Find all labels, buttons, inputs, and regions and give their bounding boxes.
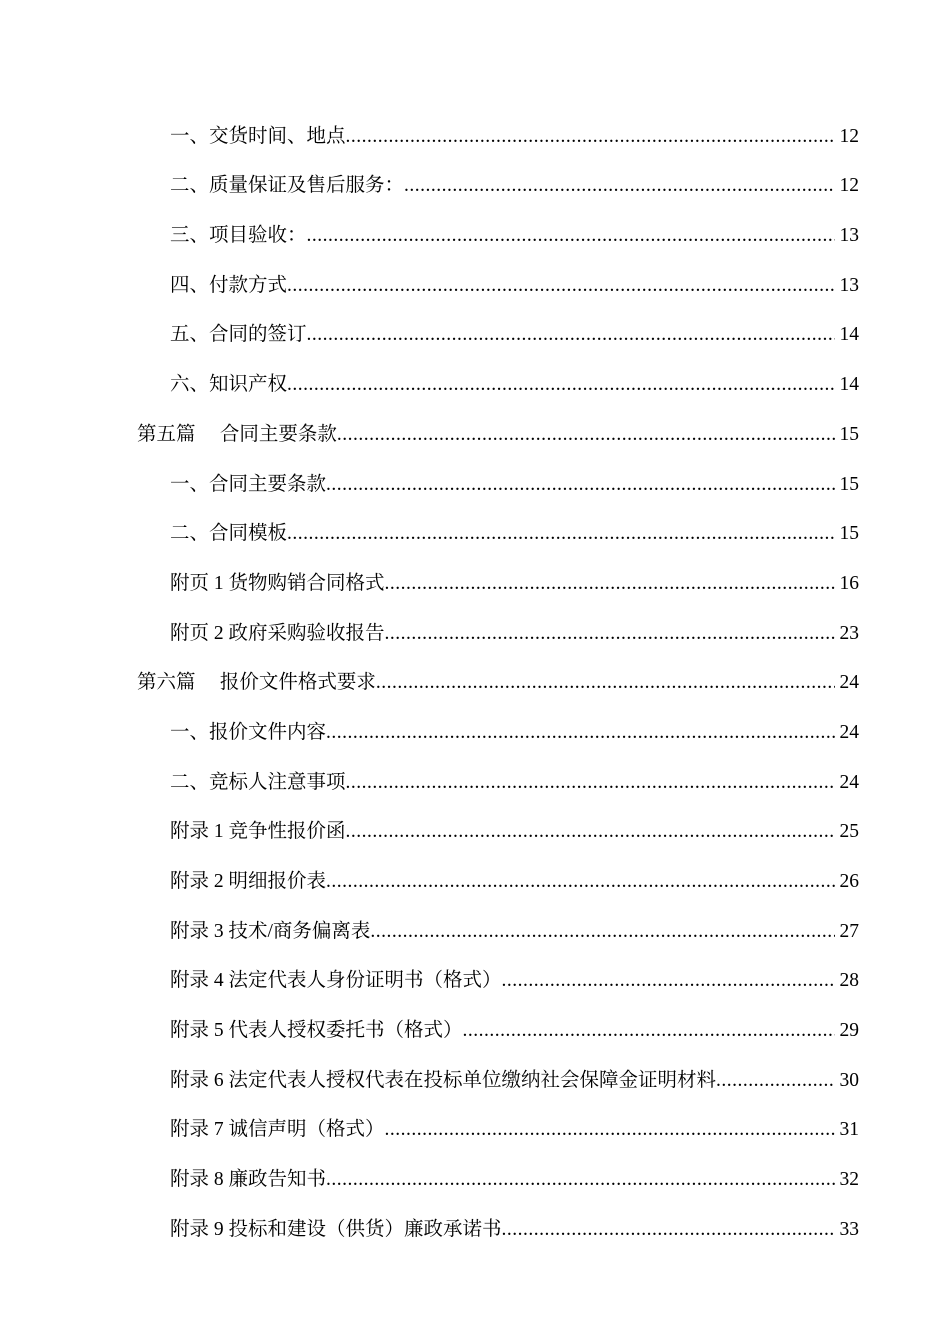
toc-dot-leader [326,721,835,751]
toc-entry[interactable] [0,751,950,801]
toc-page-number: 32 [839,1169,859,1191]
toc-entry-title: 附录 2 明细报价表 [170,871,327,892]
toc-page-number: 16 [839,572,859,594]
toc-entry-title: 第五篇 合同主要条款 [137,423,337,445]
toc-entry[interactable] [0,900,950,950]
toc-dot-leader [346,771,835,801]
toc-entry[interactable] [0,701,950,751]
toc-entry[interactable] [0,850,950,900]
toc-entry[interactable] [0,1148,950,1198]
toc-entry[interactable] [0,503,950,553]
toc-entry-title: 附页 2 政府采购验收报告 [170,622,385,644]
toc-page-number: 12 [839,175,859,197]
toc-page-number: 13 [839,274,859,296]
toc-entry[interactable] [0,552,950,602]
toc-entry[interactable] [0,1099,950,1149]
toc-entry-title: 三、项目验收： [170,225,307,247]
toc-page-number: 30 [839,1069,859,1091]
toc-page-number: 23 [839,622,859,644]
toc-dot-leader [502,969,835,999]
toc-page-number: 25 [839,821,859,843]
toc-dot-leader [463,1019,835,1049]
toc-dot-leader [346,125,835,155]
toc-entry[interactable] [0,353,950,403]
toc-section-heading[interactable] [0,652,950,702]
toc-entry[interactable] [0,204,950,254]
toc-dot-leader [346,820,835,850]
toc-dot-leader [307,323,835,353]
toc-page-number: 24 [839,672,859,694]
toc-entry-title: 一、合同主要条款 [170,473,327,495]
toc-entry[interactable] [0,602,950,652]
toc-page-number: 14 [839,324,859,346]
toc-dot-leader [287,274,835,304]
toc-page-number: 24 [839,721,859,743]
toc-entry-title: 一、报价文件内容 [170,721,327,743]
toc-entry-title: 二、竞标人注意事项 [170,771,346,793]
toc-page-number: 15 [839,473,859,495]
toc-entry-title: 六、知识产权 [170,374,288,396]
toc-entry[interactable] [0,950,950,1000]
toc-page-number: 14 [839,374,859,396]
toc-dot-leader [287,373,835,403]
toc-section-heading[interactable] [0,403,950,453]
toc-entry[interactable] [0,304,950,354]
toc-entry[interactable] [0,801,950,851]
toc-entry-title: 附录 1 竞争性报价函 [170,821,346,843]
toc-entry-title: 四、付款方式 [170,274,288,296]
toc-page-number: 15 [839,423,859,445]
toc-entry[interactable] [0,1049,950,1099]
toc-dot-leader [326,870,835,900]
toc-entry[interactable] [0,155,950,205]
toc-entry-title: 五、合同的签订 [170,324,307,346]
toc-page-number: 12 [839,125,859,147]
toc-entry-title: 附录 9 投标和建设（供货）廉政承诺书 [170,1218,502,1240]
toc-entry-title: 二、质量保证及售后服务： [170,175,405,197]
toc-entry-title: 附录 4 法定代表人身份证明书（格式） [170,970,502,992]
toc-page-number: 24 [839,771,859,793]
toc-dot-leader [716,1069,835,1099]
toc-entry-title: 附录 7 诚信声明（格式） [170,1119,385,1141]
toc-dot-leader [385,1118,835,1148]
table-of-contents [0,105,950,1248]
toc-dot-leader [326,473,835,503]
toc-page-number: 27 [839,920,859,942]
toc-dot-leader [502,1218,835,1248]
toc-page-number: 26 [839,871,859,892]
toc-page-number: 28 [839,970,859,992]
toc-entry[interactable] [0,254,950,304]
toc-page-number: 13 [839,225,859,247]
toc-entry[interactable] [0,1198,950,1248]
toc-entry-title: 一、交货时间、地点 [170,125,346,147]
toc-dot-leader [337,423,835,453]
toc-dot-leader [385,572,835,602]
toc-entry[interactable] [0,453,950,503]
toc-entry-title: 第六篇 报价文件格式要求 [137,672,376,694]
toc-entry-title: 附录 5 代表人授权委托书（格式） [170,1020,463,1042]
toc-dot-leader [385,622,835,652]
toc-entry-title: 附页 1 货物购销合同格式 [170,572,385,594]
toc-dot-leader [307,224,835,254]
toc-page-number: 29 [839,1020,859,1042]
toc-entry-title: 附录 6 法定代表人授权代表在投标单位缴纳社会保障金证明材料 [170,1069,717,1091]
toc-entry-title: 附录 3 技术/商务偏离表 [170,920,371,942]
toc-page-number: 31 [839,1119,859,1141]
toc-dot-leader [370,920,835,950]
toc-dot-leader [326,1168,835,1198]
toc-dot-leader [287,522,835,552]
toc-dot-leader [404,174,835,204]
toc-page-number: 33 [839,1218,859,1240]
toc-entry-title: 二、合同模板 [170,523,288,545]
toc-entry-title: 附录 8 廉政告知书 [170,1169,327,1191]
toc-page-number: 15 [839,523,859,545]
toc-entry[interactable] [0,105,950,155]
toc-dot-leader [376,671,835,701]
toc-entry[interactable] [0,999,950,1049]
